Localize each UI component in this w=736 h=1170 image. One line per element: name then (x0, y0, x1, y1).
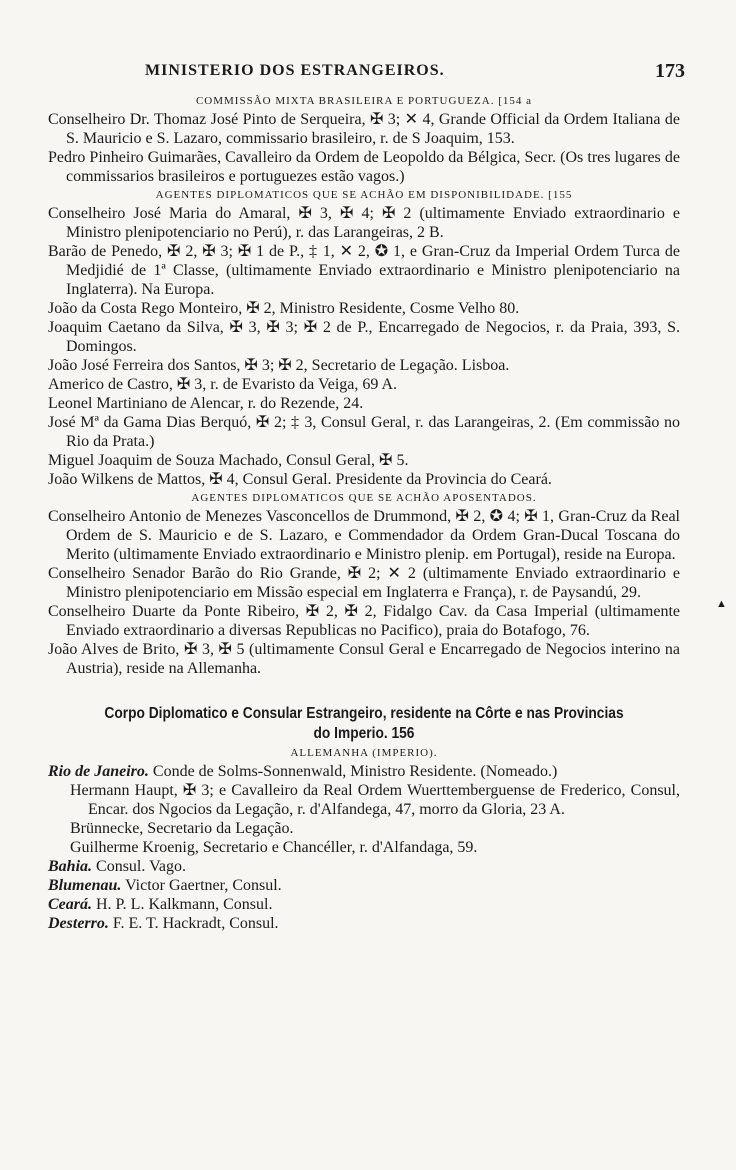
entry (48, 857, 680, 876)
entry: Barão de Penedo, ✠ 2, ✠ 3; ✠ 1 de P., ‡ 1, ✕ 2, ✪ 1, e Gran-Cruz da Imperial Ordem Turca de Medjidié de 1ª Classe, (ultimamente Enviado extraordinario e Ministro plenipotenciario na Inglaterra). Na Europa. (48, 243, 680, 298)
section-heading-aposentados: AGENTES DIPLOMATICOS QUE SE ACHÃO APOSENTADOS. (191, 492, 537, 504)
entry-text: Guilherme Kroenig, Secretario e Chancéller, r. d'Alfandaga, 59. (70, 839, 478, 856)
entry-text: Consul. Vago. (96, 858, 186, 875)
entry (48, 895, 680, 914)
page-header (145, 62, 685, 92)
entry: João José Ferreira dos Santos, ✠ 3; ✠ 2, Secretario de Legação. Lisboa. (48, 357, 510, 374)
entry: João Wilkens de Mattos, ✠ 4, Consul Geral. Presidente da Provincia do Ceará. (48, 471, 552, 488)
entry: Conselheiro Dr. Thomaz José Pinto de Serqueira, ✠ 3; ✕ 4, Grande Official da Ordem Italiana de S. Mauricio e S. Lazaro, commissario brasileiro, r. de S Joaquim, 153. (48, 111, 680, 147)
entry: Conselheiro José Maria do Amaral, ✠ 3, ✠ 4; ✠ 2 (ultimamente Enviado extraordinario e Ministro plenipotenciario no Perú), r. das Larangeiras, 2 B. (48, 205, 680, 241)
entry (48, 838, 680, 857)
entry (48, 819, 680, 838)
section-heading-commissao: COMMISSÃO MIXTA BRASILEIRA E PORTUGUEZA. [154 a (195, 95, 533, 107)
place-name: Rio de Janeiro. (48, 763, 149, 780)
entry: Americo de Castro, ✠ 3, r. de Evaristo da Veiga, 69 A. (48, 376, 398, 393)
entry (48, 914, 680, 933)
entry: Pedro Pinheiro Guimarães, Cavalleiro da Ordem de Leopoldo da Bélgica, Secr. (Os tres lugares de commissarios brasileiros e portuguezes estão vagos.) (48, 149, 680, 185)
section-title-corpo-line2: do Imperio. 156 (313, 725, 415, 742)
page-body (48, 92, 680, 933)
entry-text: F. E. T. Hackradt, Consul. (112, 915, 279, 932)
place-name: Bahia. (48, 858, 93, 875)
entry: Conselheiro Antonio de Menezes Vasconcellos de Drummond, ✠ 2, ✪ 4; ✠ 1, Gran-Cruz da Real Ordem de S. Mauricio e de S. Lazaro, e Commendador da Ordem Gran-Ducal Toscana do Merito (ultimamente Enviado extraordinario e Ministro plenip. em Portugal), reside na Europa. (48, 508, 680, 563)
section-heading-disponibilidade: AGENTES DIPLOMATICOS QUE SE ACHÃO EM DISPONIBILIDADE. [155 (155, 189, 573, 201)
entry-text: H. P. L. Kalkmann, Consul. (96, 896, 273, 913)
page-number: 173 (655, 60, 685, 82)
place-name: Ceará. (48, 896, 92, 913)
entry: Conselheiro Duarte da Ponte Ribeiro, ✠ 2, ✠ 2, Fidalgo Cav. da Casa Imperial (ultimamente Enviado extraordinario a diversas Republicas no Pacifico), praia do Botafogo, 76. (48, 603, 680, 639)
entry (48, 876, 680, 895)
margin-mark-icon: ▲ (716, 598, 727, 610)
entry: José Mª da Gama Dias Berquó, ✠ 2; ‡ 3, Consul Geral, r. das Larangeiras, 2. (Em commissão no Rio da Prata.) (48, 414, 680, 450)
entry-text: Hermann Haupt, ✠ 3; e Cavalleiro da Real Ordem Wuerttemberguense de Frederico, Consul, Encar. dos Ngocios da Legação, r. d'Alfandega, 47, morro da Gloria, 23 A. (70, 782, 680, 818)
entry (48, 762, 680, 781)
section-title-corpo: Corpo Diplomatico e Consular Estrangeiro, residente na Côrte e nas Provincias (104, 705, 624, 722)
entry: João Alves de Brito, ✠ 3, ✠ 5 (ultimamente Consul Geral e Encarregado de Negocios interino na Austria), reside na Allemanha. (48, 641, 680, 677)
entry: Conselheiro Senador Barão do Rio Grande, ✠ 2; ✕ 2 (ultimamente Enviado extraordinario e Ministro plenipotenciario em Missão especial em Inglaterra e França), r. de Paysandú, 29. (48, 565, 680, 601)
place-name: Desterro. (48, 915, 109, 932)
entry: João da Costa Rego Monteiro, ✠ 2, Ministro Residente, Cosme Velho 80. (48, 300, 520, 317)
place-name: Blumenau. (48, 877, 122, 894)
entry: Leonel Martiniano de Alencar, r. do Rezende, 24. (48, 395, 364, 412)
entry: Joaquim Caetano da Silva, ✠ 3, ✠ 3; ✠ 2 de P., Encarregado de Negocios, r. da Praia, 393, S. Domingos. (48, 319, 680, 355)
running-title: MINISTERIO DOS ESTRANGEIROS. (145, 62, 445, 79)
entry-text: Brünnecke, Secretario da Legação. (70, 820, 294, 837)
entry: Miguel Joaquim de Souza Machado, Consul Geral, ✠ 5. (48, 452, 409, 469)
entry-text: Conde de Solms-Sonnenwald, Ministro Residente. (Nomeado.) (152, 763, 558, 780)
entry (48, 781, 680, 819)
entry-text: Victor Gaertner, Consul. (125, 877, 282, 894)
section-heading-allemanha: ALLEMANHA (IMPERIO). (290, 747, 438, 759)
